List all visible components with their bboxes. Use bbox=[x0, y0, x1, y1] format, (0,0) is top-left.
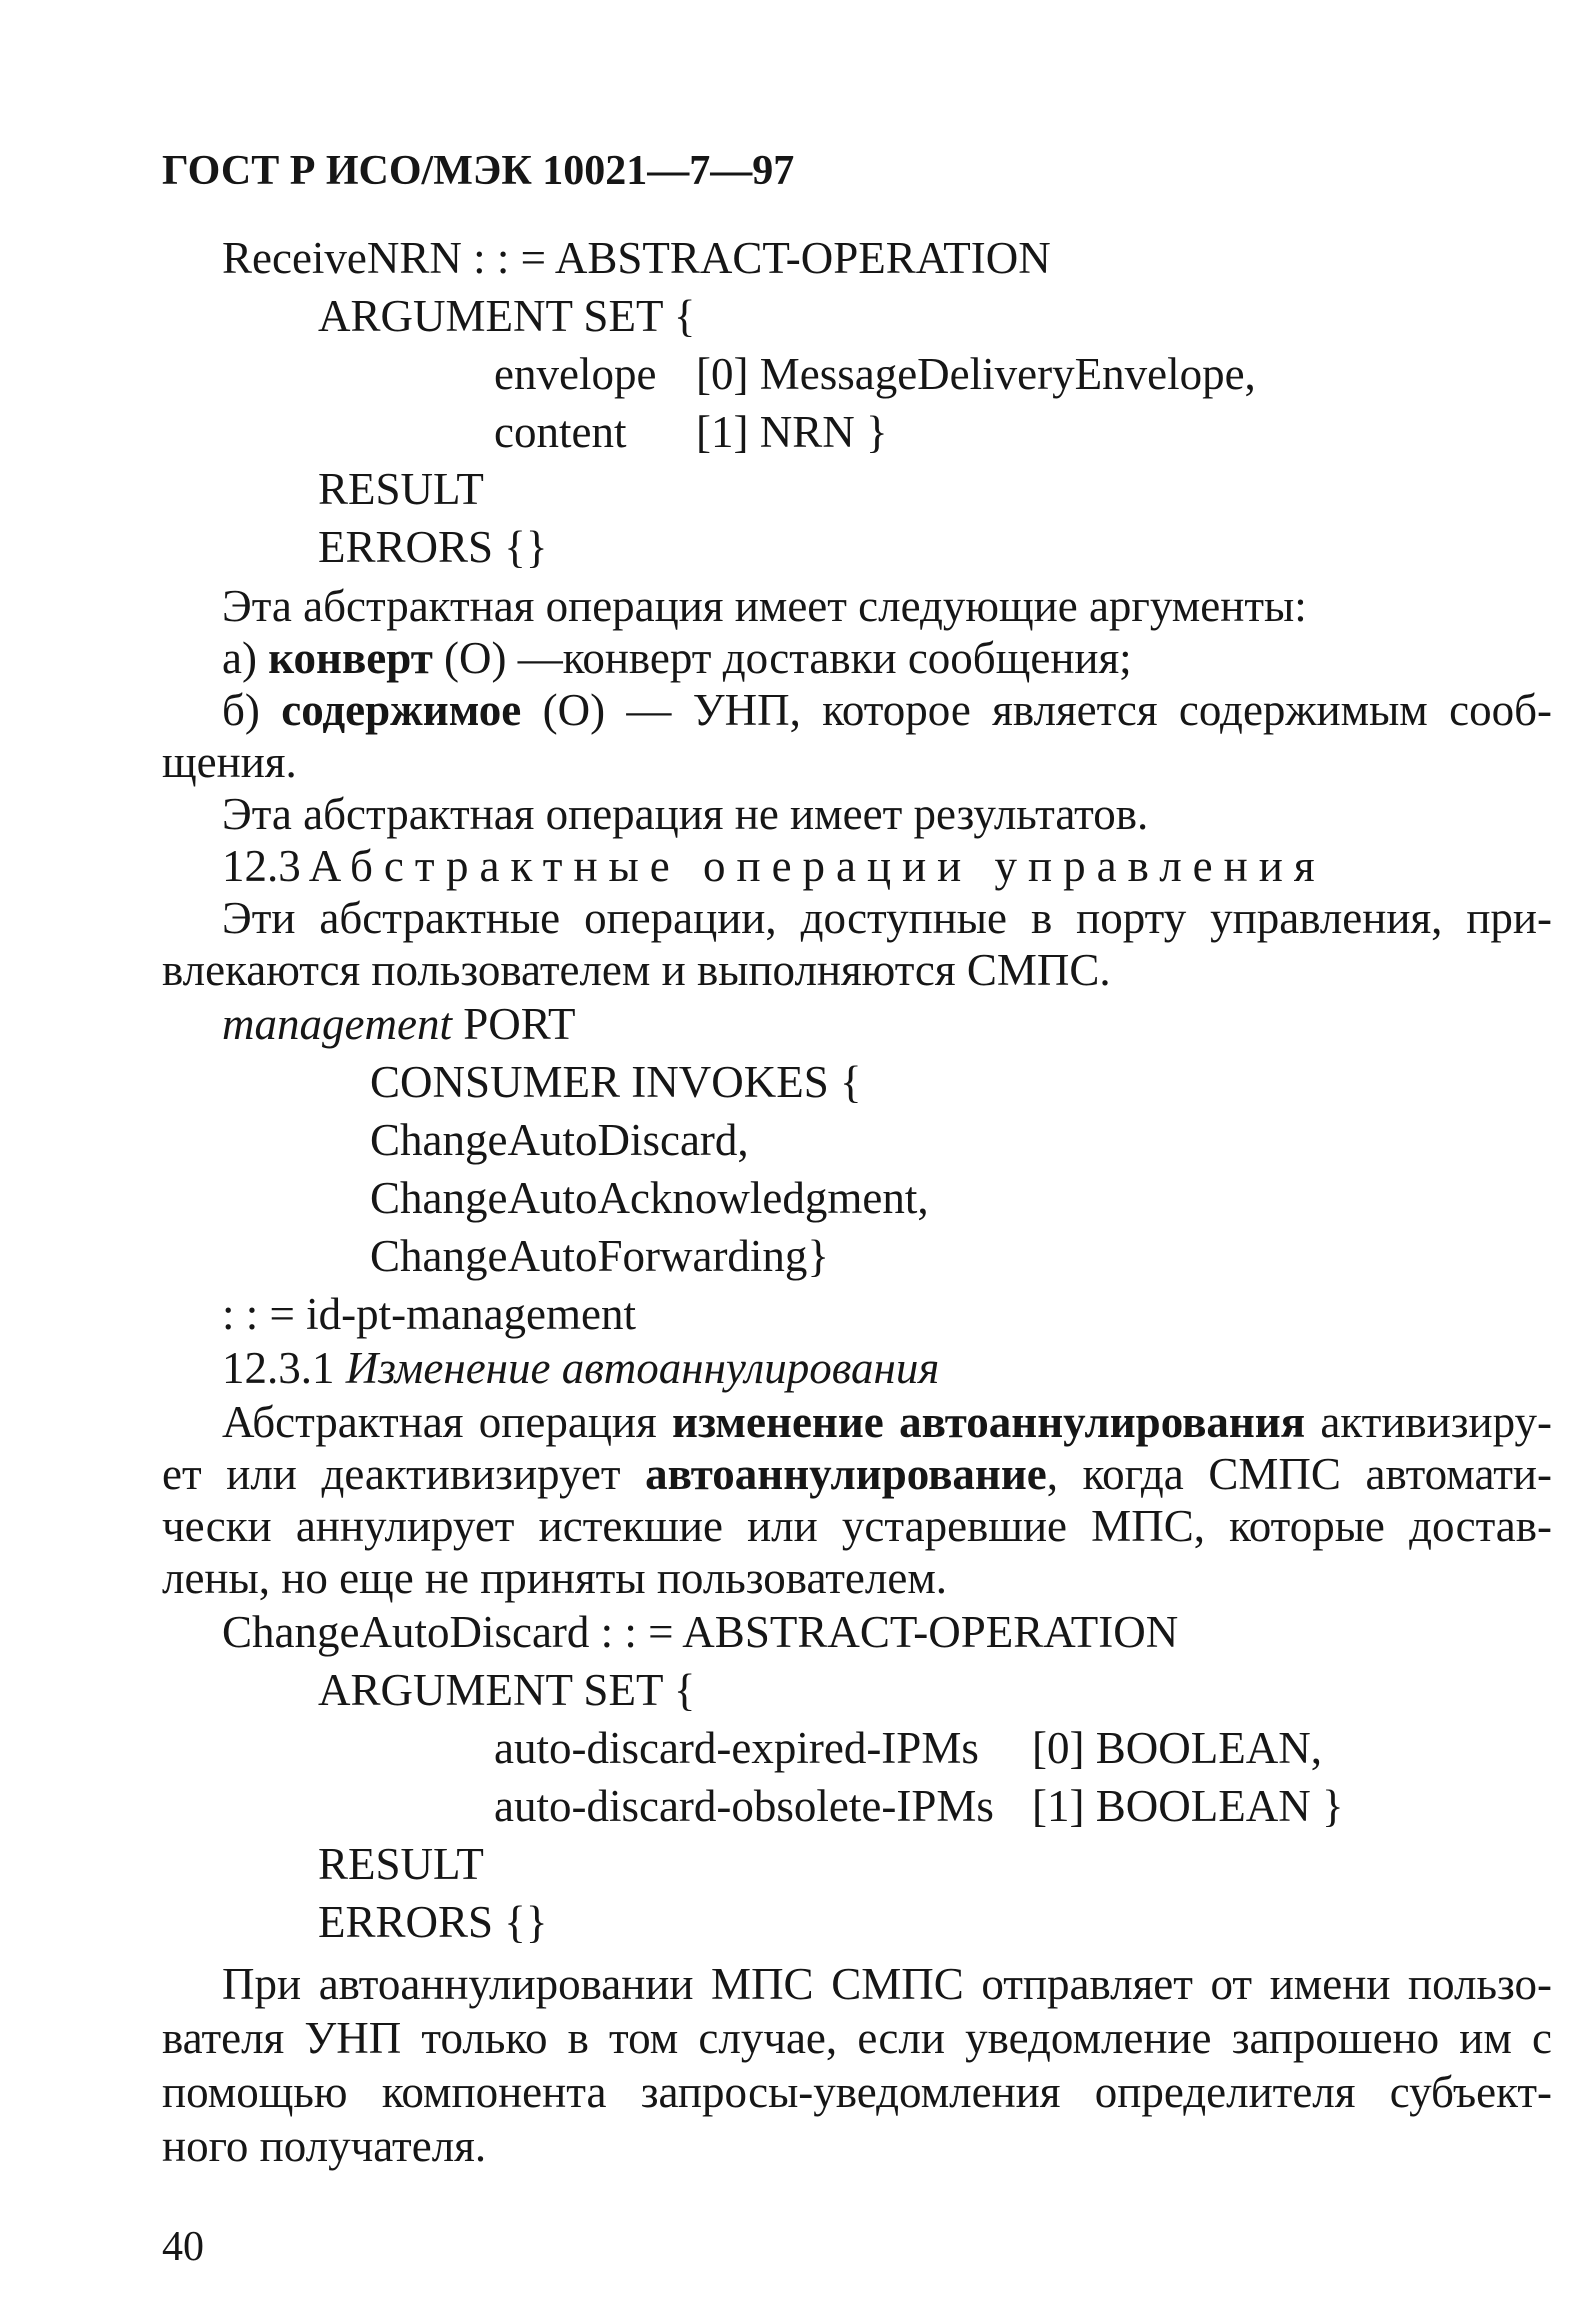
code-field-type: [1] NRN } bbox=[696, 407, 888, 457]
code-line: ARGUMENT SET { bbox=[318, 291, 696, 341]
paragraph-line: щения. bbox=[162, 737, 297, 787]
list-item-a: а) конверт (О) —конверт доставки сообщения; bbox=[222, 633, 1132, 683]
code-line: RESULT bbox=[318, 1839, 484, 1889]
paragraph-line: вателя УНП только в том случае, если уведомление запрошено им с bbox=[162, 2013, 1552, 2063]
paragraph-line: чески аннулирует истекшие или устаревшие МПС, которые достав- bbox=[162, 1501, 1552, 1551]
paragraph-line: влекаются пользователем и выполняются СМПС. bbox=[162, 945, 1111, 995]
paragraph-line: лены, но еще не приняты пользователем. bbox=[162, 1553, 948, 1603]
code-field-type: [1] BOOLEAN } bbox=[1032, 1781, 1344, 1831]
page-header: ГОСТ Р ИСО/МЭК 10021—7—97 bbox=[162, 148, 795, 194]
code-field-name: auto-discard-expired-IPMs bbox=[494, 1723, 979, 1773]
paragraph-line: ет или деактивизирует автоаннулирование, когда СМПС автомати- bbox=[162, 1449, 1552, 1499]
code-field-name: envelope bbox=[494, 349, 657, 399]
code-line: ERRORS {} bbox=[318, 1897, 548, 1947]
paragraph-line: Эти абстрактные операции, доступные в порту управления, при- bbox=[222, 893, 1552, 943]
code-line: ChangeAutoDiscard, bbox=[370, 1115, 749, 1165]
code-line: ChangeAutoDiscard : : = ABSTRACT-OPERATION bbox=[222, 1607, 1179, 1657]
paragraph-line: помощью компонента запросы-уведомления определителя субъект- bbox=[162, 2067, 1552, 2117]
code-line: RESULT bbox=[318, 464, 484, 514]
code-line: management PORT bbox=[222, 999, 576, 1049]
section-heading-12-3: 12.3 Абстрактные операции управления bbox=[222, 841, 1326, 891]
code-line: : : = id-pt-management bbox=[222, 1289, 637, 1339]
code-line: ERRORS {} bbox=[318, 522, 548, 572]
code-line: CONSUMER INVOKES { bbox=[370, 1057, 862, 1107]
paragraph-line: Эта абстрактная операция имеет следующие аргументы: bbox=[222, 581, 1307, 631]
code-line: ReceiveNRN : : = ABSTRACT-OPERATION bbox=[222, 233, 1051, 283]
code-field-type: [0] MessageDeliveryEnvelope, bbox=[696, 349, 1256, 399]
code-line: ChangeAutoForwarding} bbox=[370, 1231, 830, 1281]
code-field-name: auto-discard-obsolete-IPMs bbox=[494, 1781, 994, 1831]
paragraph-line: Эта абстрактная операция не имеет результатов. bbox=[222, 789, 1149, 839]
paragraph-line: Абстрактная операция изменение автоаннулирования активизиру- bbox=[222, 1397, 1552, 1447]
section-heading-12-3-1: 12.3.1 Изменение автоаннулирования bbox=[222, 1343, 940, 1393]
code-field-name: content bbox=[494, 407, 627, 457]
code-line: ARGUMENT SET { bbox=[318, 1665, 696, 1715]
code-field-type: [0] BOOLEAN, bbox=[1032, 1723, 1322, 1773]
page-number: 40 bbox=[162, 2224, 204, 2270]
paragraph-line: ного получателя. bbox=[162, 2121, 487, 2171]
paragraph-line: При автоаннулировании МПС СМПС отправляет от имени пользо- bbox=[222, 1959, 1552, 2009]
list-item-b: б) содержимое (О) — УНП, которое является содержимым сооб- bbox=[222, 685, 1552, 735]
code-line: ChangeAutoAcknowledgment, bbox=[370, 1173, 929, 1223]
